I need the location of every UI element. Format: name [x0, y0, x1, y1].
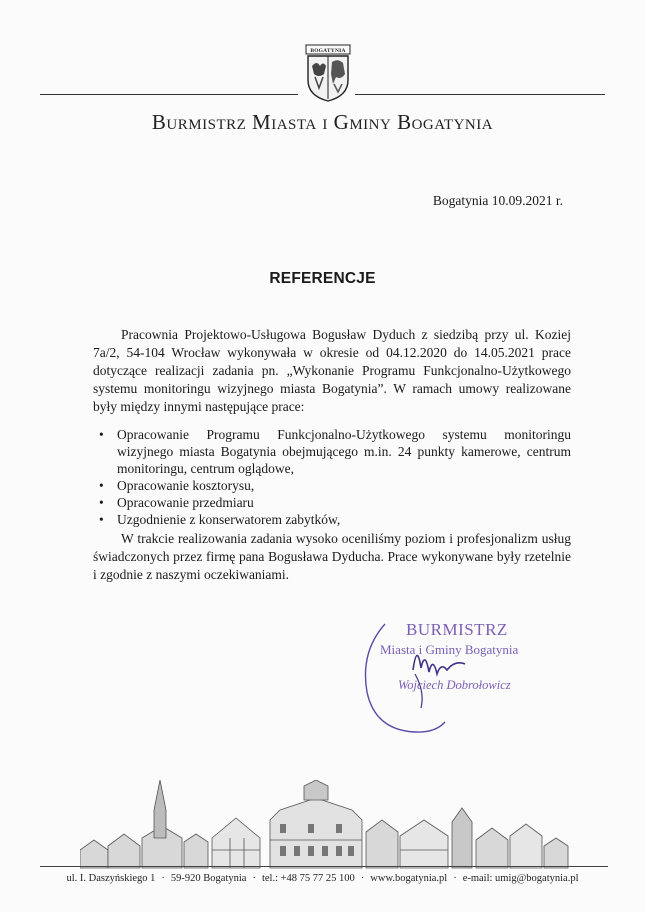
footer-website-link[interactable]: www.bogatynia.pl [370, 873, 448, 884]
header-rule-right [355, 94, 605, 95]
closing-text: W trakcie realizowania zadania wysoko oceniliśmy poziom i profesjonalizm usług świadczonych przez firmę pana Bogusława Dyducha. Prace wykonywane były rzetelnie i zgodnie z naszymi oczekiwaniami. [93, 531, 571, 582]
stamp-title: BURMISTRZ [406, 620, 508, 639]
footer-postal: 59-920 Bogatynia [170, 873, 247, 884]
footer-address: ul. I. Daszyńskiego 1 [66, 873, 156, 884]
svg-text:BOGATYNIA: BOGATYNIA [310, 48, 346, 54]
letter-heading: REFERENCJE [269, 270, 376, 287]
closing-paragraph [93, 530, 571, 584]
stamp-name: Wojciech Dobrołowicz [398, 678, 511, 692]
coat-of-arms-logo [305, 44, 351, 102]
list-item: • Opracowanie Programu Funkcjonalno-Użytkowego systemu monitoringu wizyjnego miasta Bogatynia obejmującego m.in. 24 punkty kamerowe, centrum monitoringu, centrum oglądowe, [93, 426, 571, 477]
letter-date: Bogatynia 10.09.2021 r. [432, 193, 563, 208]
letter-footer: ul. I. Daszyńskiego 1 · 59-920 Bogatynia · tel.: +48 75 77 25 100 · www.bogatynia.pl · e-mail: umig@bogatynia.pl [66, 873, 579, 884]
town-skyline-illustration [80, 780, 570, 870]
list-item: • Opracowanie kosztorysu, [93, 477, 571, 494]
intro-text: Pracownia Projektowo-Usługowa Bogusław Dyduch z siedzibą przy ul. Koziej 7a/2, 54-104 Wrocław wykonywała w okresie od 04.12.2020 do 14.05.2021 prace dotyczące realizacji zadania pn. „Wykonanie Programu Funkcjonalno-Użytkowego systemu monitoringu wizyjnego miasta Bogatynia”. W ramach umowy realizowane były między innymi następujące prace: [93, 327, 571, 414]
stamp-office: Miasta i Gminy Bogatynia [380, 642, 519, 657]
letterhead-title: Burmistrz Miasta i Gminy Bogatynia [151, 110, 494, 134]
work-list [93, 426, 571, 528]
footer-email-link[interactable]: e-mail: umig@bogatynia.pl [462, 873, 579, 884]
handwritten-signature [355, 612, 515, 737]
footer-phone: tel.: +48 75 77 25 100 [261, 873, 355, 884]
footer-rule [40, 866, 608, 867]
intro-paragraph [93, 326, 571, 416]
list-item: • Uzgodnienie z konserwatorem zabytków, [93, 511, 571, 528]
list-item: • Opracowanie przedmiaru [93, 494, 571, 511]
header-rule-left [40, 94, 298, 95]
